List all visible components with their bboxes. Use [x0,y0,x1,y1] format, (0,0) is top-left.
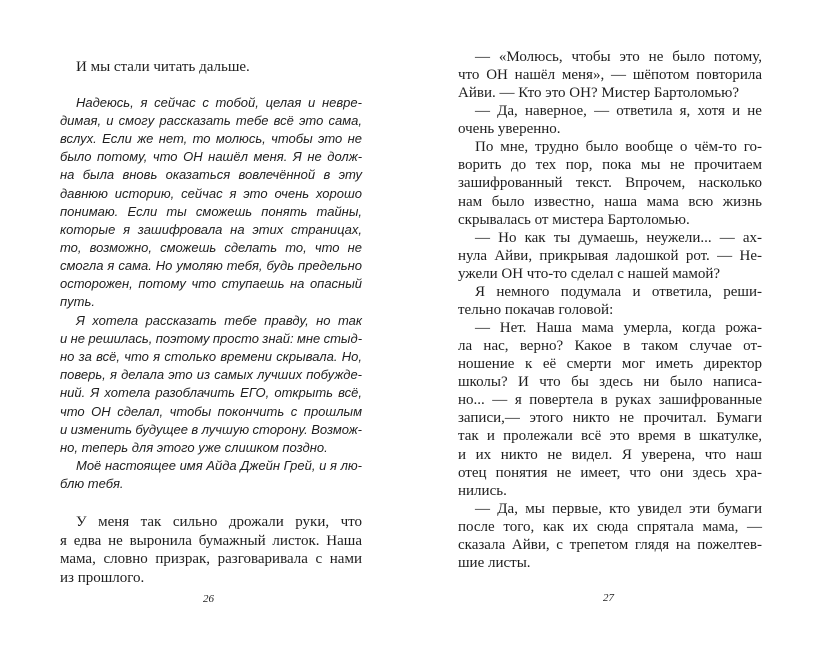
text-line-content: осторожен, потому что ступаешь на опасный [60,276,363,291]
text-line-content: — «Молюсь, чтобы это не было потому, [475,49,762,65]
text-line [60,403,362,421]
text-line-content: — Но как ты думаешь, неужели... — ах- [475,229,763,246]
text-line-content: смогла я сама. Но умоляю тебя, будь предельно [60,257,362,273]
text-line-content: Я немного подумала и ответила, реши- [475,283,762,300]
text-line [76,312,362,330]
text-line-content: которые я зашифровала на этих страницах, [60,221,363,237]
text-line-content: что ОН сделал, чтобы покончить с прошлым [60,403,362,419]
text-line [60,366,362,384]
text-line [60,475,362,493]
text-line [60,348,362,366]
text-line [60,203,362,221]
text-line [60,221,362,239]
text-line-content: давнюю историю, сейчас я это очень хорошо [60,185,363,201]
text-line [60,384,362,402]
text-line-content: Я хотела рассказать тебе правду, но так [76,313,362,328]
text-line-content: было потому, что ОН нашёл меня. Я не долж- [60,149,363,165]
text-line [76,457,362,475]
text-line [475,48,762,66]
text-line-content: после того, как их сюда спрятала мама, — [458,518,763,535]
text-line-content: я едва не выронила бумажный листок. Наша [60,532,362,549]
text-line [60,239,362,257]
page-number: 27 [603,592,614,604]
text-line [458,301,762,319]
page-number: 26 [203,593,214,605]
text-line-content: нились. [458,482,507,499]
text-line-content: путь. [60,294,95,310]
text-line-content: то, возможно, сможешь сделать то, что не [60,239,363,255]
text-line [458,391,762,409]
text-line-content: и не решилась, поэтому просто знай: мне стыд- [60,331,363,347]
text-line-content: но за всё, что я столько времени скрывала. Но, [60,349,362,365]
text-line-content: Надеюсь, я сейчас с тобой, целая и невре- [76,95,362,110]
text-line-content: нам было известно, наша мама всю жизнь [458,193,762,210]
text-line [458,66,762,84]
text-line-content: ла нас, верно? Какое в таком случае от- [458,338,763,355]
text-line [60,257,362,275]
text-line-content: димая, и смогу рассказать тебе всё это сама, [60,113,362,129]
text-line [60,330,362,348]
text-line-content: Моё настоящее имя Айда Джейн Грей, и я лю- [76,458,363,473]
text-line-content: — Да, наверное, — ответила я, хотя и не [475,103,762,120]
text-line [76,58,362,76]
text-line [475,138,762,156]
text-line [458,265,762,283]
text-line [60,185,362,203]
text-line [60,130,362,148]
text-line [458,482,762,500]
text-line [458,427,762,445]
text-line [60,112,362,130]
text-line [458,247,762,265]
text-line [458,120,762,138]
text-line [458,464,762,482]
text-line [458,355,762,373]
text-line-content: нула Айви, прикрывая ладошкой рот. — Не- [458,247,762,264]
text-line [76,94,362,112]
text-line-content: тельно покачав головой: [458,301,614,318]
text-line-content: шие листы. [458,554,531,571]
text-line [458,409,762,427]
text-line-content: поверь, я делала это из самых лучших побужде- [60,367,363,383]
text-line-content: — Да, мы первые, кто увидел эти бумаги [475,500,763,517]
text-line-content: понимаю. Если ты сможешь понять тайны, [60,203,363,219]
text-line [458,211,762,229]
text-line-content: У меня так сильно дрожали руки, что [76,514,362,530]
text-line [60,293,362,311]
text-line [458,84,762,102]
text-line [475,319,762,337]
text-line-content: ношение к её смерти мог иметь директор [458,356,762,373]
right-page [410,0,820,656]
text-line-content: и их никто не видел. Я уверена, что наш [458,446,762,463]
text-line-content: По мне, трудно было вообще о чём-то го- [475,139,763,156]
text-line [475,500,762,518]
text-line-content: блю тебя. [60,476,124,492]
text-line-content: ворить до тех пор, пока мы не прочитаем [458,157,763,174]
text-line-content: но, теперь для этого уже слишком поздно. [60,439,328,455]
text-line-content: вслух. Если же нет, то молюсь, чтобы это не [60,131,363,147]
text-line [60,532,362,550]
text-line [458,337,762,355]
text-line-content: школы? И что бы здесь ни было написа- [458,374,763,391]
text-line-content: записи,— этого никто не прочитал. Бумаги [458,410,762,427]
text-line-content: и изменить будущее в лучшую сторону. Возмож- [60,421,362,437]
text-line [60,569,362,587]
text-line-content: ний. Я хотела разоблачить ЕГО, открыть всё, [60,385,363,401]
text-line-content: на была вновь оказаться вовлечённой в эту [60,167,363,183]
text-line-content: отец понятия не имеет, что они здесь хра- [458,464,763,481]
text-line [60,166,362,184]
text-line-content: И мы стали читать дальше. [76,59,250,75]
text-line [60,275,362,293]
text-line-content: из прошлого. [60,569,145,586]
text-line [458,446,762,464]
text-line [60,148,362,166]
text-line [475,229,762,247]
text-line [475,102,762,120]
text-line [458,156,762,174]
text-line [458,554,762,572]
text-line [458,518,762,536]
text-line [60,421,362,439]
text-line-content: скрывалась от мистера Бартоломью. [458,211,690,228]
text-line [60,439,362,457]
text-line-content: что ОН нашёл меня», — шёпотом повторила [458,67,762,84]
text-line [60,550,362,568]
text-line [458,174,762,192]
text-line [458,536,762,554]
text-line [475,283,762,301]
text-line-content: так и пролежали всё это время в шкатулке, [458,428,763,445]
text-line [458,373,762,391]
text-line-content: зашифрованный текст. Впрочем, насколько [458,175,762,192]
text-line-content: мама, словно призрак, разговаривала с нами [60,551,362,567]
text-line-content: очень уверенно. [458,121,561,138]
text-line-content: сказала Айви, с трепетом глядя на пожелтев- [458,536,762,553]
text-line [76,513,362,531]
text-line-content: ужели ОН что-то сделал с нашей мамой? [458,265,721,282]
text-line-content: — Нет. Наша мама умерла, когда рожа- [475,320,762,337]
text-line-content: но... — я повертела в руках зашифрованные [458,392,763,409]
text-line-content: Айви. — Кто это ОН? Мистер Бартоломью? [458,85,739,102]
text-line [458,193,762,211]
